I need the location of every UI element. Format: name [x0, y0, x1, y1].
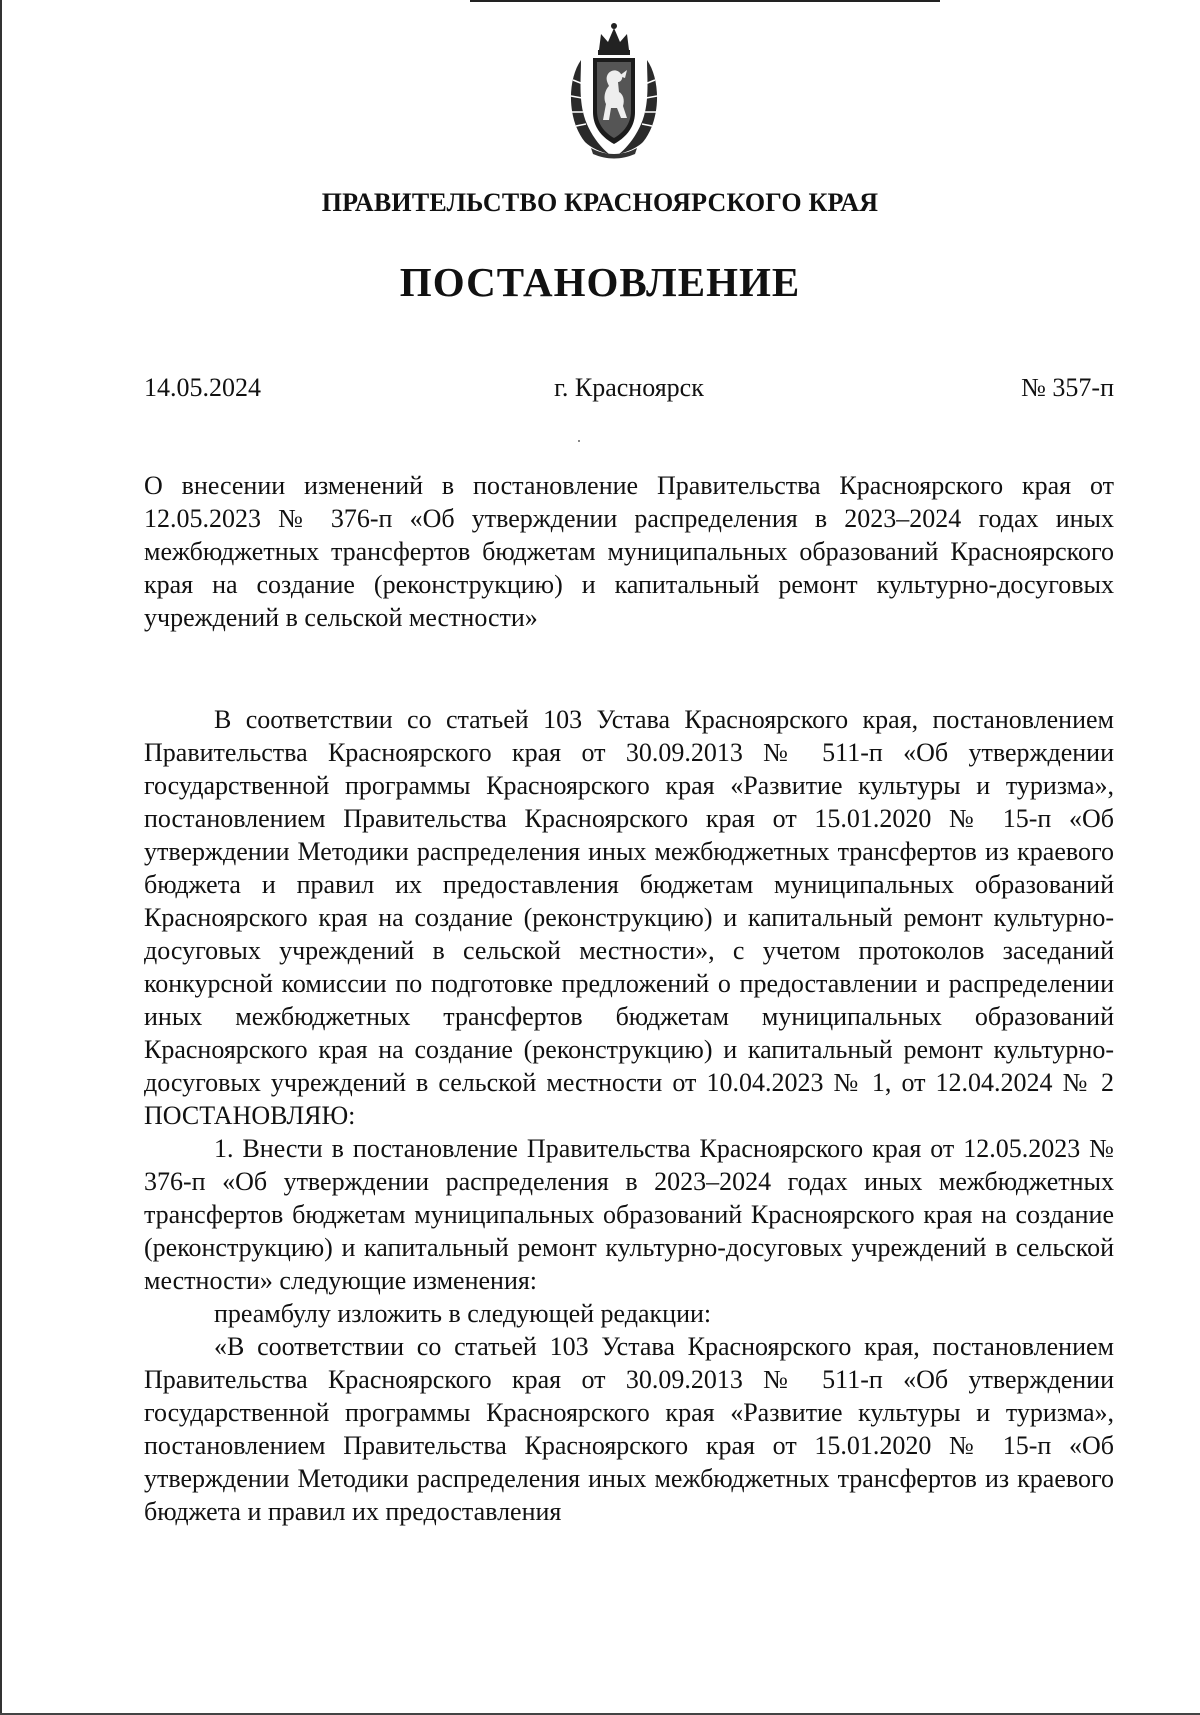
document-place: г. Красноярск: [554, 373, 704, 402]
document-type-title: ПОСТАНОВЛЕНИЕ: [399, 259, 801, 305]
organization-title: ПРАВИТЕЛЬСТВО КРАСНОЯРСКОГО КРАЯ: [321, 188, 879, 217]
body-paragraph-instruction: преамбулу изложить в следующей редакции:: [214, 1299, 712, 1328]
body-paragraph-item-1: 1. Внести в постановление Правительства Красноярского края от 12.05.2023 № 376-п «Об утверждении распределения в 2023–2024 годах иных межбюджетных трансфертов бюджетам муниципальных образований Красноярского края на создание (реконструкцию) и капитальный ремонт культурно-досуговых учреждений в сельской местности» следующие изменения:: [144, 1134, 1114, 1295]
document-body: [144, 703, 1114, 1528]
coat-of-arms-icon: [561, 20, 667, 160]
document-subject: О внесении изменений в постановление Правительства Красноярского края от 12.05.2023 № 376-п «Об утверждении распределения в 2023–2024 годах иных межбюджетных трансфертов бюджетам муниципальных образований Красноярского края на создание (реконструкцию) и капитальный ремонт культурно-досуговых учреждений в сельской местности»: [144, 471, 1114, 632]
scan-speck: [578, 440, 580, 442]
document-number: № 357-п: [1021, 373, 1114, 402]
body-paragraph-preamble: В соответствии со статьей 103 Устава Красноярского края, постановлением Правительства Красноярского края от 30.09.2013 № 511-п «Об утверждении государственной программы Красноярского края «Развитие культуры и туризма», постановлением Правительства Красноярского края от 15.01.2020 № 15-п «Об утверждении Методики распределения иных межбюджетных трансфертов из краевого бюджета и правил их предоставления бюджетам муниципальных образований Красноярского края на создание (реконструкцию) и капитальный ремонт культурно-досуговых учреждений в сельской местности», с учетом протоколов заседаний конкурсной комиссии по подготовке предложений о предоставлении и распределении иных межбюджетных трансфертов бюджетам муниципальных образований Красноярского края на создание (реконструкцию) и капитальный ремонт культурно-досуговых учреждений в сельской местности от 10.04.2023 № 1, от 12.04.2024 № 2 ПОСТАНОВЛЯЮ:: [144, 705, 1114, 1130]
document-date: 14.05.2024: [144, 373, 261, 402]
body-paragraph-quoted-preamble: «В соответствии со статьей 103 Устава Красноярского края, постановлением Правительства Красноярского края от 30.09.2013 № 511-п «Об утверждении государственной программы Красноярского края «Развитие культуры и туризма», постановлением Правительства Красноярского края от 15.01.2020 № 15-п «Об утверждении Методики распределения иных межбюджетных трансфертов из краевого бюджета и правил их предоставления: [144, 1332, 1114, 1526]
scan-edge-top: [470, 0, 940, 2]
document-meta-row: [144, 373, 1114, 409]
